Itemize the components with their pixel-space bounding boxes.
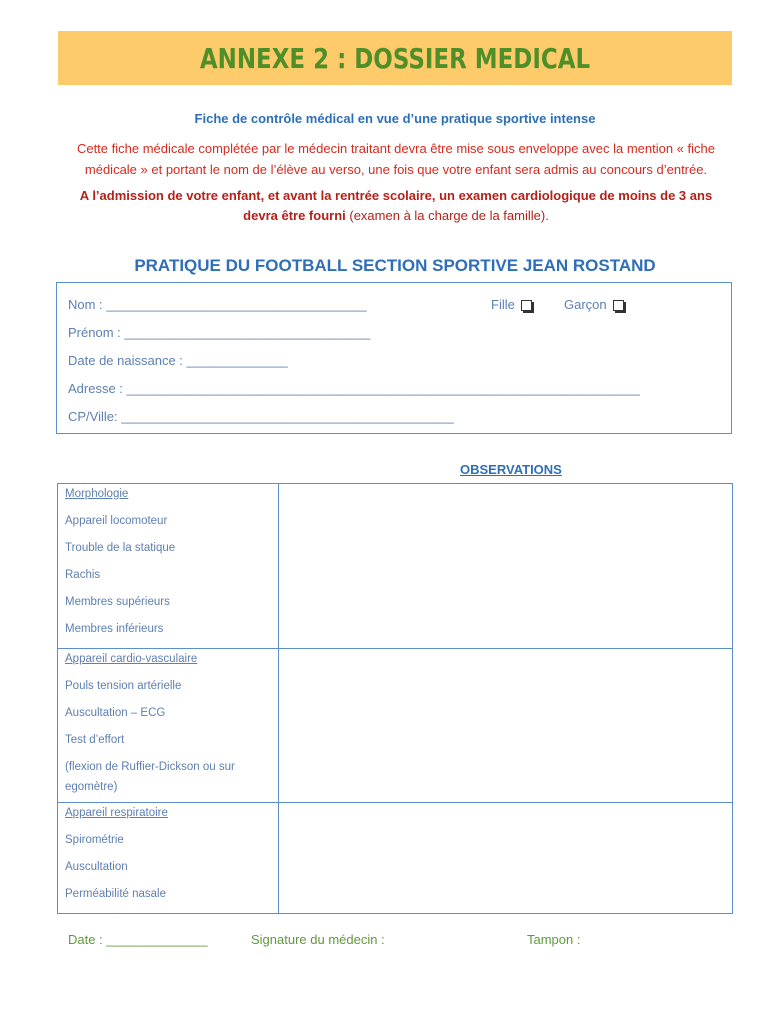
respiratoire-heading: Appareil respiratoire <box>65 807 168 819</box>
morphologie-heading: Morphologie <box>65 488 129 500</box>
table-row <box>58 484 733 649</box>
respiratoire-cell <box>58 803 279 914</box>
warning-normal: (examen à la charge de la famille). <box>345 208 549 223</box>
list-item: Pouls tension artérielle <box>65 680 182 692</box>
signature-label: Signature du médecin : <box>251 932 385 947</box>
observations-table <box>57 483 733 914</box>
garcon-label: Garçon <box>564 297 607 312</box>
list-item: Auscultation <box>65 861 128 873</box>
morphologie-cell <box>58 484 279 649</box>
list-item: Rachis <box>65 569 101 581</box>
header-banner <box>58 31 732 85</box>
list-item: Membres supérieurs <box>65 596 170 608</box>
observations-title: OBSERVATIONS <box>460 462 562 477</box>
date-naissance-field[interactable]: Date de naissance : ______________ <box>68 353 288 368</box>
fille-checkbox[interactable] <box>521 300 532 311</box>
date-field[interactable]: Date : ______________ <box>68 932 208 947</box>
form-subtitle: Fiche de contrôle médical en vue d’une pratique sportive intense <box>194 111 596 126</box>
list-item: Trouble de la statique <box>65 542 176 554</box>
cp-ville-field[interactable]: CP/Ville: ______________________________________________ <box>68 409 454 424</box>
page-title: ANNEXE 2 : DOSSIER MEDICAL <box>199 41 591 75</box>
table-row <box>58 649 733 803</box>
tampon-label: Tampon : <box>527 932 581 947</box>
nom-field[interactable]: Nom : ____________________________________ <box>68 297 367 312</box>
intro-paragraph: Cette fiche médicale complétée par le médecin traitant devra être mise sous enveloppe avec la mention « fiche médicale » et portant le nom de l’élève au verso, une fois que votre enfant sera admis au concours d’entrée. <box>76 141 716 177</box>
list-item: Membres inférieurs <box>65 623 164 635</box>
cardio-heading: Appareil cardio-vasculaire <box>65 653 198 665</box>
cardio-observations[interactable] <box>279 649 733 803</box>
identity-box <box>56 282 732 434</box>
list-item: (flexion de Ruffier-Dickson ou sur egomètre) <box>65 761 235 793</box>
cardio-cell <box>58 649 279 803</box>
warning-bold: A l’admission de votre enfant, et avant la rentrée scolaire, un examen cardiologique de moins de 3 ans devra être fourni <box>79 188 713 223</box>
adresse-field[interactable]: Adresse : _______________________________________________________________________ <box>68 381 640 396</box>
fille-option[interactable] <box>491 297 532 312</box>
list-item: Test d’effort <box>65 734 125 746</box>
garcon-checkbox[interactable] <box>613 300 624 311</box>
warning-paragraph <box>70 186 722 226</box>
respiratoire-observations[interactable] <box>279 803 733 914</box>
list-item: Appareil locomoteur <box>65 515 168 527</box>
list-item: Auscultation – ECG <box>65 707 166 719</box>
list-item: Perméabilité nasale <box>65 888 167 900</box>
morphologie-observations[interactable] <box>279 484 733 649</box>
fille-label: Fille <box>491 297 515 312</box>
list-item: Spirométrie <box>65 834 124 846</box>
section-title: PRATIQUE DU FOOTBALL SECTION SPORTIVE JEAN ROSTAND <box>134 256 656 275</box>
table-row <box>58 803 733 914</box>
garcon-option[interactable] <box>564 297 624 312</box>
prenom-field[interactable]: Prénom : __________________________________ <box>68 325 371 340</box>
